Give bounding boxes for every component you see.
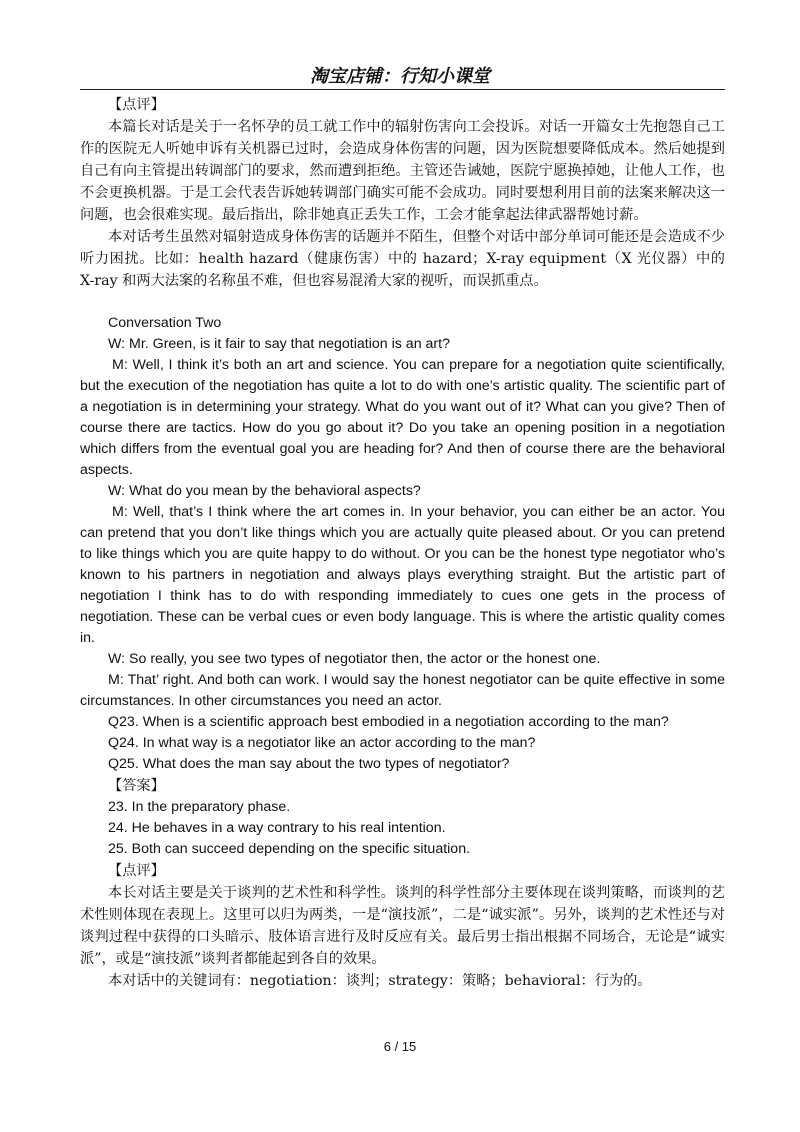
dialogue-line: W: Mr. Green, is it fair to say that negotiation is an art?	[108, 336, 450, 352]
answer-item: 23. In the preparatory phase.	[108, 799, 291, 815]
comment-paragraph: 本对话考生虽然对辐射造成身体伤害的话题并不陌生，但整个对话中部分单词可能还是会造成不少听力困扰。比如：health hazard（健康伤害）中的 hazard；X-ray equipment（X 光仪器）中的 X-ray 和两大法案的名称虽不难，但也容易混淆大家的视听，而误抓重点。	[80, 229, 725, 289]
comment-paragraph: 本对话中的关键词有：negotiation：谈判；strategy：策略；behavioral：行为的。	[108, 973, 652, 989]
question: Q24. In what way is a negotiator like an actor according to the man?	[108, 735, 536, 751]
dialogue-line: M: Well, I think it’s both an art and science. You can prepare for a negotiation quite scientifically, but the execution of the negotiation has quite a lot to do with one’s artistic quality. The scientific part of a negotiation is in determining your strategy. What do you want out of it? What can you give? Then of course there are tactics. How do you go about it? Do you take an opening position in a negotiation which differs from the eventual goal you are heading for? And then of course there are the behavioral aspects.	[80, 357, 725, 478]
answer-item: 24. He behaves in a way contrary to his real intention.	[108, 820, 446, 836]
comment-paragraph: 本篇长对话是关于一名怀孕的员工就工作中的辐射伤害向工会投诉。对话一开篇女士先抱怨自己工作的医院无人听她申诉有关机器已过时，会造成身体伤害的问题，因为医院想要降低成本。然后她提到自己有向主管提出转调部门的要求，然而遭到拒绝。主管还告诫她，医院宁愿换掉她，让他人工作，也不会更换机器。于是工会代表告诉她转调部门确实可能不会成功。同时要想利用目前的法案来解决这一问题，也会很难实现。最后指出，除非她真正丢失工作，工会才能拿起法律武器帮她讨薪。	[80, 119, 725, 223]
answer-item: 25. Both can succeed depending on the specific situation.	[108, 841, 471, 857]
header-rule	[80, 89, 725, 90]
question: Q23. When is a scientific approach best embodied in a negotiation according to the man?	[108, 714, 669, 730]
dialogue-line: M: Well, that’s I think where the art comes in. In your behavior, you can either be an actor. You can pretend that you don’t like things which you are actually quite pleased about. Or you can pretend to like things which you are quite happy to do without. Or you can be the honest type negotiator who’s known to his partners in negotiation and always plays everything straight. But the artistic part of negotiation I think has to do with responding immediately to cues one gets in the process of negotiation. These can be verbal cues or even body language. This is where the artistic quality comes in.	[80, 504, 725, 646]
page-content	[80, 94, 725, 992]
dialogue-line: W: So really, you see two types of negotiator then, the actor or the honest one.	[108, 651, 601, 667]
dialogue-line: M: That’ right. And both can work. I would say the honest negotiator can be quite effective in some circumstances. In other circumstances you need an actor.	[80, 672, 725, 709]
answers-label: 【答案】	[108, 778, 165, 794]
comment-paragraph: 本长对话主要是关于谈判的艺术性和科学性。谈判的科学性部分主要体现在谈判策略，而谈判的艺术性则体现在表现上。这里可以归为两类，一是“演技派”，二是“诚实派”。另外，谈判的艺术性还与对谈判过程中获得的口头暗示、肢体语言进行及时反应有关。最后男士指出根据不同场合，无论是“诚实派”，或是“演技派”谈判者都能起到各自的效果。	[80, 885, 725, 967]
conversation-title: Conversation Two	[108, 315, 222, 331]
dialogue-line: W: What do you mean by the behavioral aspects?	[108, 483, 421, 499]
question: Q25. What does the man say about the two types of negotiator?	[108, 756, 510, 772]
page-header: 淘宝店铺：行知小课堂	[310, 66, 490, 87]
comment-label: 【点评】	[108, 97, 165, 113]
spacer	[80, 292, 725, 313]
page-number: 6 / 15	[383, 1039, 417, 1054]
comment-label: 【点评】	[108, 863, 165, 879]
